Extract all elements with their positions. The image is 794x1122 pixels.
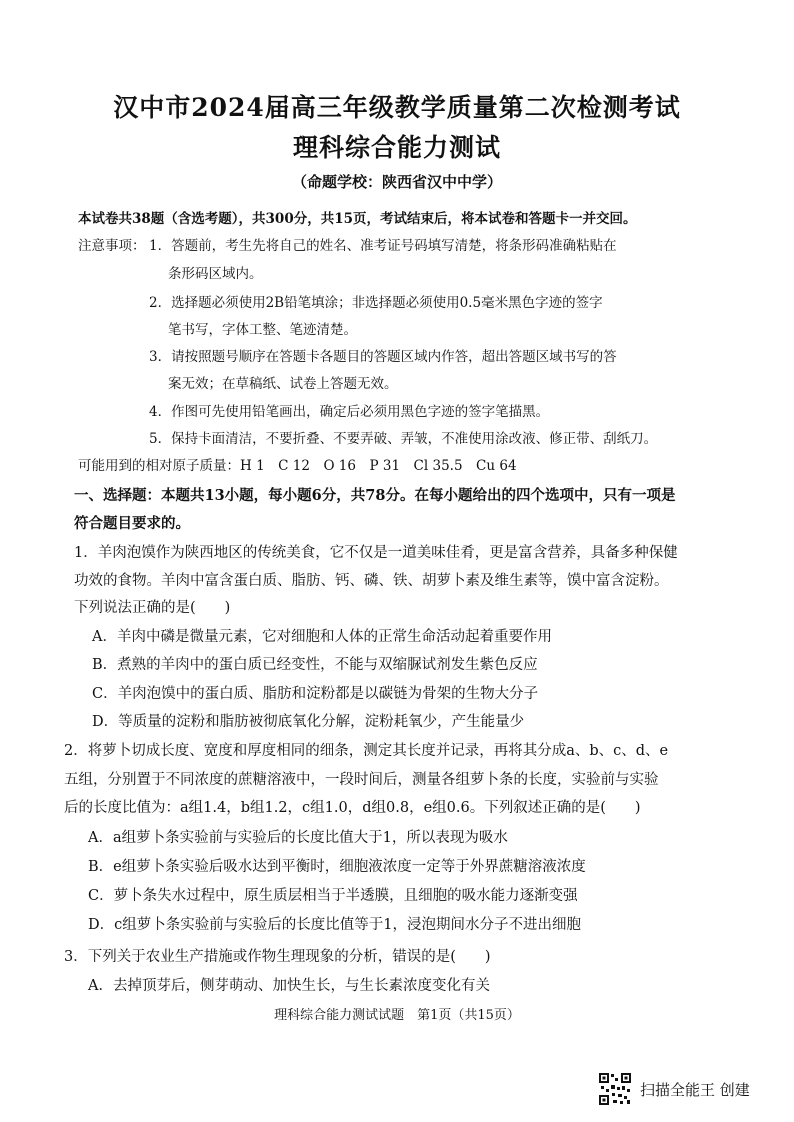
q2-option-c: C．萝卜条失水过程中，原生质层相当于半透膜，且细胞的吸水能力逐渐变强 bbox=[88, 888, 578, 904]
section1-line1: 一、选择题：本题共13小题，每小题6分，共78分。在每小题给出的四个选项中，只有一项是 bbox=[74, 487, 676, 504]
note-3-line1: 3．请按照题号顺序在答题卡各题目的答题区域内作答，超出答题区域书写的答 bbox=[149, 349, 617, 365]
q2-option-b: B．e组萝卜条实验后吸水达到平衡时，细胞液浓度一定等于外界蔗糖溶液浓度 bbox=[88, 859, 586, 875]
q2-option-d: D．c组萝卜条实验前与实验后的长度比值等于1，浸泡期间水分子不进出细胞 bbox=[88, 917, 581, 933]
q1-option-a: A．羊肉中磷是微量元素，它对细胞和人体的正常生命活动起着重要作用 bbox=[92, 629, 552, 645]
note-2-line2: 笔书写，字体工整、笔迹清楚。 bbox=[168, 322, 357, 338]
note-4: 4．作图可先使用铅笔画出，确定后必须用黑色字迹的签字笔描黑。 bbox=[149, 404, 550, 420]
exam-school: （命题学校：陕西省汉中中学） bbox=[291, 173, 502, 191]
q2-stem-line1: 2．将萝卜切成长度、宽度和厚度相同的细条，测定其长度并记录，再将其分成a、b、c、d、e bbox=[64, 743, 669, 759]
note-1-line1: 1．答题前，考生先将自己的姓名、准考证号码填写清楚，将条形码准确粘贴在 bbox=[149, 238, 617, 254]
q1-stem-line2: 功效的食物。羊肉中富含蛋白质、脂肪、钙、磷、铁、胡萝卜素及维生素等，馍中富含淀粉。 bbox=[74, 573, 669, 589]
note-1-line2: 条形码区域内。 bbox=[168, 266, 263, 282]
q2-option-a: A．a组萝卜条实验前与实验后的长度比值大于1，所以表现为吸水 bbox=[88, 830, 508, 846]
exam-title-line2: 理科综合能力测试 bbox=[292, 133, 501, 162]
q3-option-a: A．去掉顶芽后，侧芽萌动、加快生长，与生长素浓度变化有关 bbox=[88, 978, 490, 994]
qr-code-icon bbox=[598, 1072, 632, 1106]
q2-stem-line2: 五组，分别置于不同浓度的蔗糖溶液中，一段时间后，测量各组萝卜条的长度，实验前与实验 bbox=[64, 772, 659, 788]
q1-stem-line1: 1．羊肉泡馍作为陕西地区的传统美食，它不仅是一道美味佳肴，更是富含营养，具备多种保健 bbox=[74, 545, 678, 561]
scanner-badge: 扫描全能王 创建 bbox=[640, 1081, 750, 1099]
exam-title-line1: 汉中市2024届高三年级教学质量第二次检测考试 bbox=[113, 93, 681, 122]
q1-stem-line3: 下列说法正确的是( ) bbox=[74, 600, 231, 616]
q3-stem-line1: 3．下列关于农业生产措施或作物生理现象的分析，错误的是( ) bbox=[64, 949, 491, 965]
page-footer: 理科综合能力测试试题 第1页（共15页） bbox=[274, 1008, 520, 1023]
exam-info: 本试卷共38题（含选考题），共300分，共15页，考试结束后，将本试卷和答题卡一并交回。 bbox=[78, 211, 637, 227]
note-3-line2: 案无效；在草稿纸、试卷上答题无效。 bbox=[168, 376, 398, 392]
q1-option-c: C．羊肉泡馍中的蛋白质、脂肪和淀粉都是以碳链为骨架的生物大分子 bbox=[92, 686, 539, 702]
note-5: 5．保持卡面清洁，不要折叠、不要弄破、弄皱，不准使用涂改液、修正带、刮纸刀。 bbox=[149, 431, 658, 447]
atomic-masses: 可能用到的相对原子质量：H 1 C 12 O 16 P 31 Cl 35.5 Cu 64 bbox=[78, 458, 517, 474]
q2-stem-line3: 后的长度比值为：a组1.4，b组1.2，c组1.0，d组0.8，e组0.6。下列叙述正确的是( ) bbox=[64, 800, 641, 816]
q1-option-d: D．等质量的淀粉和脂肪被彻底氧化分解，淀粉耗氧少，产生能量少 bbox=[92, 714, 525, 730]
q1-option-b: B．煮熟的羊肉中的蛋白质已经变性，不能与双缩脲试剂发生紫色反应 bbox=[92, 657, 538, 673]
notes-label: 注意事项： bbox=[78, 238, 146, 254]
note-2-line1: 2．选择题必须使用2B铅笔填涂；非选择题必须使用0.5毫米黑色字迹的签字 bbox=[149, 295, 603, 311]
section1-line2: 符合题目要求的。 bbox=[74, 515, 190, 532]
